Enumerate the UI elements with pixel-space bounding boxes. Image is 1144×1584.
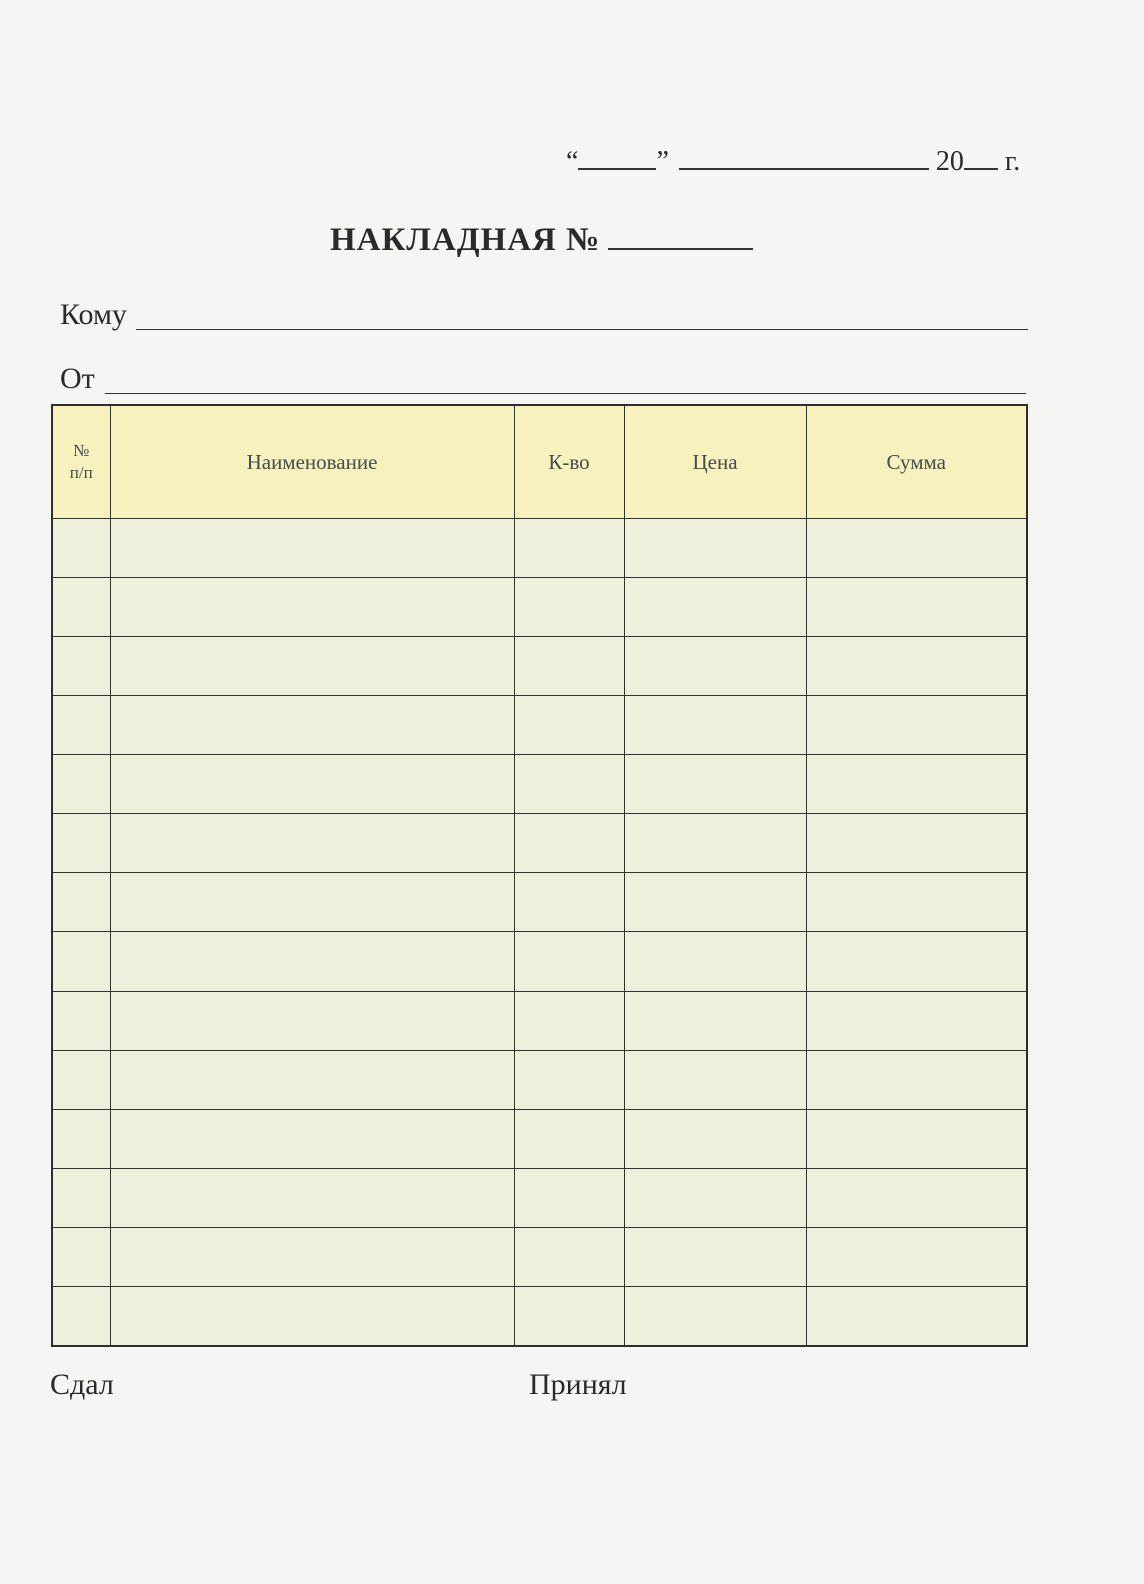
cell-sum[interactable] [806, 696, 1027, 755]
cell-num[interactable] [52, 932, 110, 991]
table-header-row [52, 405, 1027, 519]
cell-qty[interactable] [514, 1109, 624, 1168]
cell-qty[interactable] [514, 932, 624, 991]
cell-sum[interactable] [806, 873, 1027, 932]
sender-row [60, 362, 95, 396]
items-table [51, 404, 1028, 1347]
cell-num[interactable] [52, 1109, 110, 1168]
document-title [330, 222, 753, 259]
header-num-line1: № [73, 441, 90, 460]
cell-num[interactable] [52, 991, 110, 1050]
cell-qty[interactable] [514, 873, 624, 932]
cell-sum[interactable] [806, 932, 1027, 991]
table-row [52, 1286, 1027, 1346]
year-suffix: г. [1004, 146, 1021, 177]
cell-sum[interactable] [806, 814, 1027, 873]
date-close-quote: ” [656, 146, 669, 177]
date-open-quote: “ [566, 146, 579, 177]
cell-num[interactable] [52, 755, 110, 814]
recipient-row [60, 298, 127, 332]
cell-price[interactable] [624, 932, 806, 991]
header-price: Цена [624, 405, 806, 519]
cell-name[interactable] [110, 814, 514, 873]
cell-price[interactable] [624, 873, 806, 932]
table-row [52, 1168, 1027, 1227]
table-row [52, 932, 1027, 991]
table-row [52, 755, 1027, 814]
cell-num[interactable] [52, 696, 110, 755]
table-row [52, 873, 1027, 932]
cell-qty[interactable] [514, 814, 624, 873]
cell-price[interactable] [624, 991, 806, 1050]
cell-num[interactable] [52, 873, 110, 932]
cell-price[interactable] [624, 578, 806, 637]
cell-qty[interactable] [514, 637, 624, 696]
table-row [52, 696, 1027, 755]
to-label: Кому [60, 298, 127, 331]
invoice-number-field[interactable] [608, 222, 753, 250]
table-row [52, 991, 1027, 1050]
cell-price[interactable] [624, 1109, 806, 1168]
table-row [52, 814, 1027, 873]
cell-name[interactable] [110, 932, 514, 991]
cell-num[interactable] [52, 1286, 110, 1346]
cell-price[interactable] [624, 637, 806, 696]
cell-price[interactable] [624, 814, 806, 873]
cell-price[interactable] [624, 1227, 806, 1286]
table-body [52, 519, 1027, 1347]
cell-num[interactable] [52, 814, 110, 873]
received-label: Принял [529, 1368, 627, 1401]
header-num [52, 405, 110, 519]
cell-name[interactable] [110, 991, 514, 1050]
cell-name[interactable] [110, 696, 514, 755]
cell-num[interactable] [52, 578, 110, 637]
header-name: Наименование [110, 405, 514, 519]
header-num-line2: п/п [69, 463, 93, 482]
cell-qty[interactable] [514, 1168, 624, 1227]
table-row [52, 1227, 1027, 1286]
table-row [52, 1109, 1027, 1168]
cell-sum[interactable] [806, 1109, 1027, 1168]
cell-price[interactable] [624, 519, 806, 578]
cell-name[interactable] [110, 755, 514, 814]
cell-sum[interactable] [806, 1286, 1027, 1346]
cell-sum[interactable] [806, 519, 1027, 578]
header-sum: Сумма [806, 405, 1027, 519]
cell-sum[interactable] [806, 755, 1027, 814]
year-field[interactable] [964, 142, 998, 170]
table-row [52, 1050, 1027, 1109]
header-qty: К-во [514, 405, 624, 519]
cell-price[interactable] [624, 696, 806, 755]
day-field[interactable] [578, 142, 656, 170]
cell-sum[interactable] [806, 1227, 1027, 1286]
cell-num[interactable] [52, 1050, 110, 1109]
cell-qty[interactable] [514, 519, 624, 578]
table-row [52, 519, 1027, 578]
gave-label: Сдал [50, 1368, 114, 1401]
cell-name[interactable] [110, 873, 514, 932]
month-field[interactable] [679, 142, 929, 170]
cell-sum[interactable] [806, 637, 1027, 696]
cell-qty[interactable] [514, 1050, 624, 1109]
cell-qty[interactable] [514, 755, 624, 814]
table-row [52, 578, 1027, 637]
cell-num[interactable] [52, 519, 110, 578]
cell-name[interactable] [110, 519, 514, 578]
date-line [566, 142, 1020, 178]
cell-price[interactable] [624, 1168, 806, 1227]
from-label: От [60, 362, 95, 395]
table-row [52, 637, 1027, 696]
cell-sum[interactable] [806, 991, 1027, 1050]
cell-name[interactable] [110, 1168, 514, 1227]
cell-price[interactable] [624, 1050, 806, 1109]
cell-price[interactable] [624, 755, 806, 814]
cell-num[interactable] [52, 1227, 110, 1286]
cell-sum[interactable] [806, 578, 1027, 637]
cell-qty[interactable] [514, 696, 624, 755]
cell-qty[interactable] [514, 578, 624, 637]
cell-num[interactable] [52, 637, 110, 696]
cell-name[interactable] [110, 1050, 514, 1109]
cell-name[interactable] [110, 637, 514, 696]
year-prefix: 20 [935, 146, 964, 177]
recipient-field[interactable] [136, 329, 1028, 330]
cell-sum[interactable] [806, 1050, 1027, 1109]
cell-qty[interactable] [514, 1286, 624, 1346]
cell-num[interactable] [52, 1168, 110, 1227]
cell-name[interactable] [110, 1109, 514, 1168]
sender-field[interactable] [105, 393, 1026, 394]
cell-price[interactable] [624, 1286, 806, 1346]
cell-name[interactable] [110, 1286, 514, 1346]
cell-qty[interactable] [514, 1227, 624, 1286]
cell-sum[interactable] [806, 1168, 1027, 1227]
cell-name[interactable] [110, 578, 514, 637]
title-text: НАКЛАДНАЯ № [330, 222, 601, 258]
cell-name[interactable] [110, 1227, 514, 1286]
cell-qty[interactable] [514, 991, 624, 1050]
